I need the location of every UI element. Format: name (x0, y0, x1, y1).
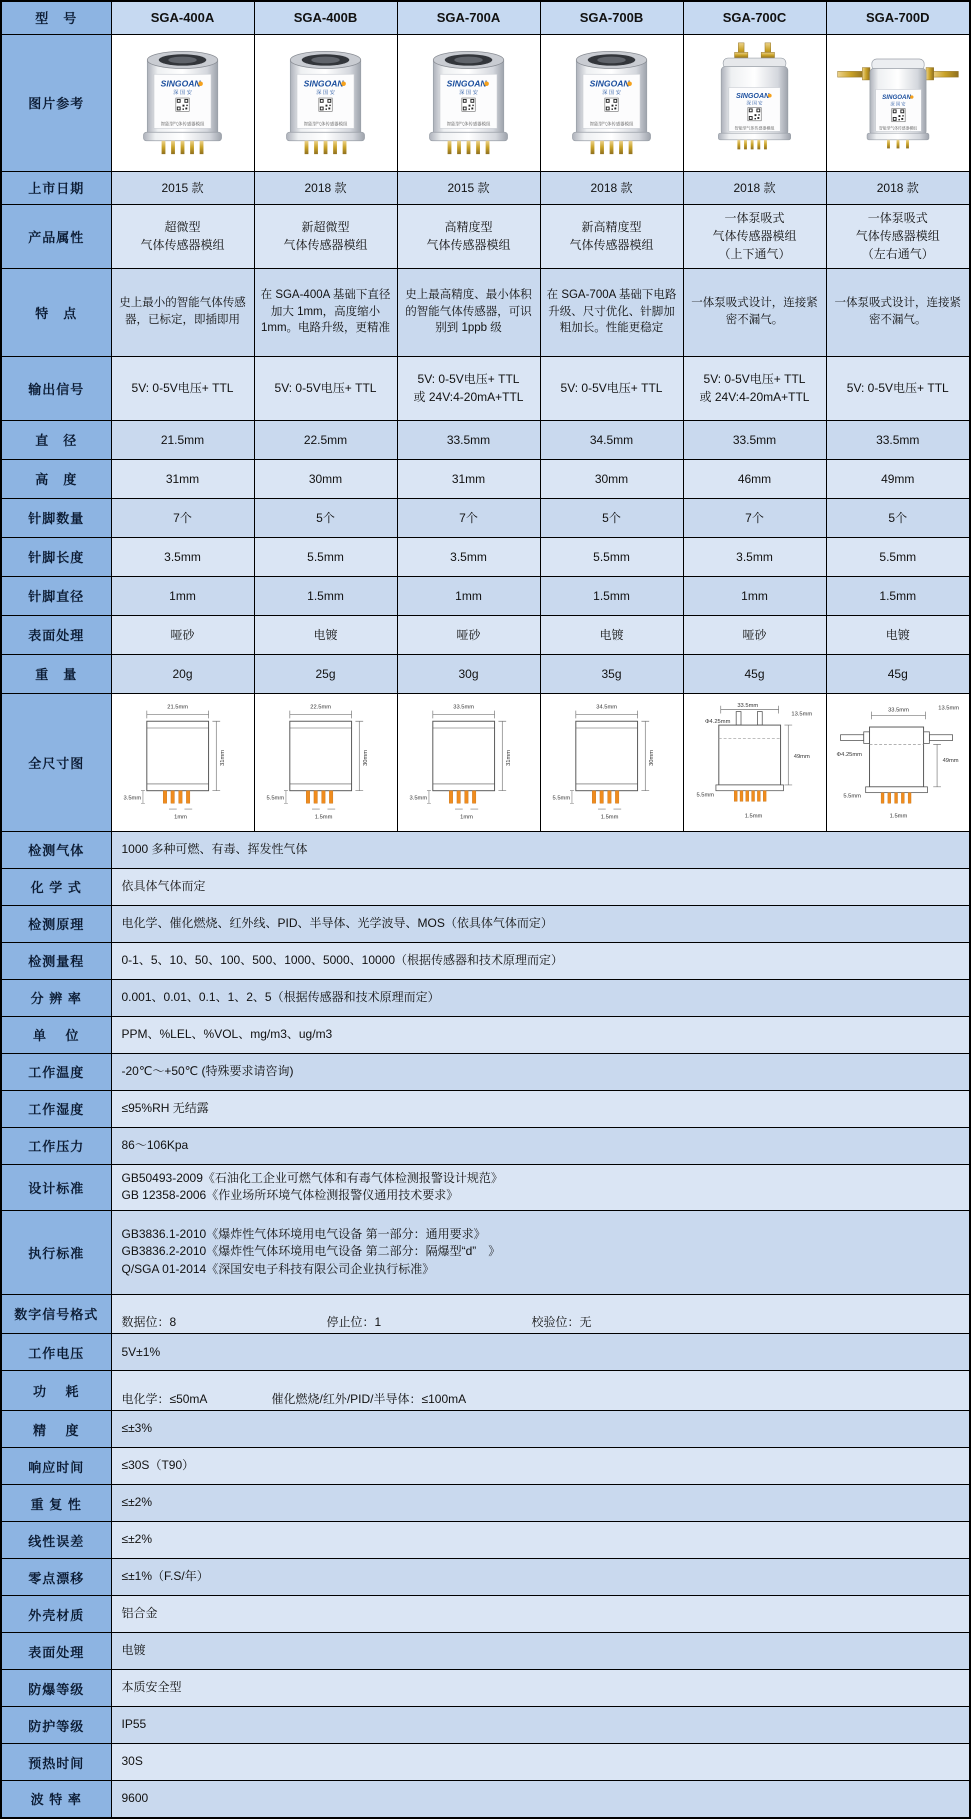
table-row (1, 905, 970, 942)
svg-text:30mm: 30mm (362, 750, 369, 767)
table-row (1, 1485, 970, 1522)
row-label: 检测量程 (1, 942, 111, 979)
spec-value: 86～106Kpa (111, 1127, 970, 1164)
row-label: 工作温度 (1, 1053, 111, 1090)
svg-text:1.5mm: 1.5mm (889, 813, 908, 820)
row-label: 表面处理 (1, 615, 111, 654)
svg-text:3.5mm: 3.5mm (123, 795, 141, 802)
spec-value: GB50493-2009《石油化工企业可燃气体和有毒气体检测报警设计规范》 GB 12358-2006《作业场所环境气体检测报警仪通用技术要求》 (111, 1164, 970, 1210)
power-other-principles: 催化燃烧/红外/PID/半导体：≤100mA (271, 1391, 467, 1406)
spec-cell: 在 SGA-400A 基础下直径加大 1mm，高度缩小 1mm。电路升级，更精准 (254, 268, 397, 356)
spec-cell: 一体泵吸式设计，连接紧密不漏气。 (683, 268, 826, 356)
spec-cell: 33.5mm (683, 420, 826, 459)
dimension-drawing (826, 693, 970, 831)
svg-text:13.5mm: 13.5mm (937, 705, 959, 712)
svg-text:1mm: 1mm (173, 814, 187, 821)
spec-value: ≤±3% (111, 1411, 970, 1448)
digital-format-parity: 校验位：无 (531, 1314, 592, 1329)
spec-cell: 哑砂 (683, 615, 826, 654)
spec-cell: 5V: 0-5V电压+ TTL (826, 356, 970, 420)
dimension-drawing (683, 693, 826, 831)
table-row (1, 1210, 970, 1294)
row-label: 检测气体 (1, 831, 111, 868)
svg-text:3.5mm: 3.5mm (409, 795, 427, 802)
spec-cell: 史上最高精度、最小体积的智能气体传感器，可识别到 1ppb 级 (397, 268, 540, 356)
row-label: 波 特 率 (1, 1781, 111, 1818)
spec-cell: 史上最小的智能气体传感器，已标定，即插即用 (111, 268, 254, 356)
spec-value: 电化学、催化燃烧、红外线、PID、半导体、光学波导、MOS（依具体气体而定） (111, 905, 970, 942)
spec-cell: 49mm (826, 459, 970, 498)
svg-text:49mm: 49mm (942, 757, 959, 764)
row-label: 线性误差 (1, 1522, 111, 1559)
table-row (1, 204, 970, 268)
digital-format-data-bits: 数据位：8 (121, 1314, 177, 1329)
svg-text:22.5mm: 22.5mm (309, 704, 331, 711)
row-label: 精 度 (1, 1411, 111, 1448)
row-label: 直 径 (1, 420, 111, 459)
dimension-drawing (111, 693, 254, 831)
digital-format-stop-bits: 停止位：1 (326, 1314, 382, 1329)
product-photo (683, 34, 826, 171)
table-row (1, 1596, 970, 1633)
row-label: 表面处理 (1, 1633, 111, 1670)
spec-value: 0.001、0.01、0.1、1、2、5（根据传感器和技术原理而定） (111, 979, 970, 1016)
spec-cell: 2018 款 (826, 171, 970, 204)
spec-cell: 新高精度型 气体传感器模组 (540, 204, 683, 268)
table-row (1, 615, 970, 654)
table-row (1, 1294, 970, 1334)
spec-value: 5V±1% (111, 1334, 970, 1371)
svg-text:5.5mm: 5.5mm (843, 793, 861, 800)
model-header: SGA-700B (540, 1, 683, 34)
dimension-drawing (540, 693, 683, 831)
model-header: SGA-400A (111, 1, 254, 34)
svg-text:21.5mm: 21.5mm (166, 704, 188, 711)
row-label: 工作湿度 (1, 1090, 111, 1127)
row-label: 全尺寸图 (1, 693, 111, 831)
spec-cell: 电镀 (254, 615, 397, 654)
spec-cell: 31mm (397, 459, 540, 498)
spec-value: 铝合金 (111, 1596, 970, 1633)
spec-value: ≤±2% (111, 1522, 970, 1559)
spec-cell: 30g (397, 654, 540, 693)
spec-value: 9600 (111, 1781, 970, 1818)
spec-value: ≤±2% (111, 1485, 970, 1522)
svg-text:33.5mm: 33.5mm (452, 704, 474, 711)
spec-cell: 7个 (397, 498, 540, 537)
spec-value: 电镀 (111, 1633, 970, 1670)
model-header: SGA-700C (683, 1, 826, 34)
svg-text:34.5mm: 34.5mm (595, 704, 617, 711)
spec-cell: 5个 (254, 498, 397, 537)
row-label: 针脚数量 (1, 498, 111, 537)
spec-cell: 45g (683, 654, 826, 693)
row-label: 特 点 (1, 268, 111, 356)
row-label: 执行标准 (1, 1210, 111, 1294)
svg-text:5.5mm: 5.5mm (695, 792, 714, 799)
row-label: 分 辨 率 (1, 979, 111, 1016)
spec-cell: 超微型 气体传感器模组 (111, 204, 254, 268)
table-row (1, 1164, 970, 1210)
svg-text:33.5mm: 33.5mm (736, 702, 758, 709)
spec-cell: 46mm (683, 459, 826, 498)
svg-text:1mm: 1mm (459, 814, 473, 821)
svg-text:Φ4.25mm: Φ4.25mm (704, 719, 730, 726)
spec-value: 1000 多种可燃、有毒、挥发性气体 (111, 831, 970, 868)
row-label: 图片参考 (1, 34, 111, 171)
table-row (1, 979, 970, 1016)
row-label: 功 耗 (1, 1371, 111, 1411)
spec-cell: 21.5mm (111, 420, 254, 459)
spec-cell: 33.5mm (826, 420, 970, 459)
product-photo (540, 34, 683, 171)
spec-cell: 7个 (111, 498, 254, 537)
svg-text:30mm: 30mm (648, 750, 655, 767)
table-row (1, 171, 970, 204)
row-label: 针脚直径 (1, 576, 111, 615)
svg-text:49mm: 49mm (793, 754, 810, 761)
row-label: 输出信号 (1, 356, 111, 420)
spec-value: ≤95%RH 无结露 (111, 1090, 970, 1127)
row-label: 防护等级 (1, 1707, 111, 1744)
spec-value: IP55 (111, 1707, 970, 1744)
dimension-drawing (397, 693, 540, 831)
table-row (1, 1522, 970, 1559)
spec-cell: 2018 款 (254, 171, 397, 204)
table-row (1, 1707, 970, 1744)
table-row (1, 1633, 970, 1670)
spec-cell: 5.5mm (826, 537, 970, 576)
product-photo (254, 34, 397, 171)
svg-text:Φ4.25mm: Φ4.25mm (836, 752, 862, 759)
svg-text:1.5mm: 1.5mm (314, 814, 332, 821)
row-label: 零点漂移 (1, 1559, 111, 1596)
spec-cell: 1.5mm (254, 576, 397, 615)
table-row (1, 654, 970, 693)
row-label: 上市日期 (1, 171, 111, 204)
spec-value (111, 1371, 970, 1411)
spec-cell: 电镀 (540, 615, 683, 654)
spec-cell: 5个 (826, 498, 970, 537)
row-label: 产品属性 (1, 204, 111, 268)
table-row (1, 1334, 970, 1371)
spec-value: 0-1、5、10、50、100、500、1000、5000、10000（根据传感器和技术原理而定） (111, 942, 970, 979)
spec-cell: 1.5mm (826, 576, 970, 615)
spec-cell: 高精度型 气体传感器模组 (397, 204, 540, 268)
spec-cell: 31mm (111, 459, 254, 498)
table-row (1, 693, 970, 831)
row-label: 响应时间 (1, 1448, 111, 1485)
spec-cell: 5V: 0-5V电压+ TTL (540, 356, 683, 420)
model-header: SGA-700A (397, 1, 540, 34)
spec-cell: 电镀 (826, 615, 970, 654)
spec-cell: 3.5mm (111, 537, 254, 576)
spec-cell: 一体泵吸式设计，连接紧密不漏气。 (826, 268, 970, 356)
spec-cell: 5.5mm (254, 537, 397, 576)
table-row (1, 1411, 970, 1448)
svg-text:13.5mm: 13.5mm (790, 711, 812, 718)
spec-cell: 5个 (540, 498, 683, 537)
model-header: SGA-400B (254, 1, 397, 34)
row-label: 预热时间 (1, 1744, 111, 1781)
spec-cell: 5V: 0-5V电压+ TTL 或 24V:4-20mA+TTL (397, 356, 540, 420)
spec-value: 30S (111, 1744, 970, 1781)
svg-text:5.5mm: 5.5mm (552, 795, 570, 802)
spec-value: ≤30S（T90） (111, 1448, 970, 1485)
table-row (1, 1127, 970, 1164)
spec-cell: 一体泵吸式 气体传感器模组 （上下通气） (683, 204, 826, 268)
spec-cell: 2015 款 (397, 171, 540, 204)
spec-cell: 30mm (540, 459, 683, 498)
spec-cell: 哑砂 (111, 615, 254, 654)
row-label: 化 学 式 (1, 868, 111, 905)
spec-cell: 33.5mm (397, 420, 540, 459)
spec-cell: 30mm (254, 459, 397, 498)
row-label: 检测原理 (1, 905, 111, 942)
row-label: 型 号 (1, 1, 111, 34)
spec-value: -20℃～+50℃ (特殊要求请咨询) (111, 1053, 970, 1090)
spec-value: 依具体气体而定 (111, 868, 970, 905)
table-row (1, 1559, 970, 1596)
spec-cell: 3.5mm (683, 537, 826, 576)
model-header: SGA-700D (826, 1, 970, 34)
power-electrochemical: 电化学：≤50mA (121, 1391, 208, 1406)
svg-text:31mm: 31mm (219, 750, 226, 767)
spec-cell: 1mm (111, 576, 254, 615)
table-row (1, 537, 970, 576)
table-row (1, 34, 970, 171)
table-row (1, 498, 970, 537)
spec-cell: 1mm (397, 576, 540, 615)
spec-value: 本质安全型 (111, 1670, 970, 1707)
svg-text:1.5mm: 1.5mm (744, 813, 762, 820)
table-row (1, 1448, 970, 1485)
spec-cell: 3.5mm (397, 537, 540, 576)
row-label: 单 位 (1, 1016, 111, 1053)
spec-cell: 2018 款 (683, 171, 826, 204)
spec-cell: 45g (826, 654, 970, 693)
row-label: 重 量 (1, 654, 111, 693)
table-row (1, 1371, 970, 1411)
spec-cell: 5V: 0-5V电压+ TTL (254, 356, 397, 420)
table-row (1, 1053, 970, 1090)
spec-cell: 7个 (683, 498, 826, 537)
spec-cell: 20g (111, 654, 254, 693)
svg-text:33.5mm: 33.5mm (887, 707, 909, 714)
spec-value: PPM、%LEL、%VOL、mg/m3、ug/m3 (111, 1016, 970, 1053)
spec-cell: 1.5mm (540, 576, 683, 615)
spec-cell: 34.5mm (540, 420, 683, 459)
svg-text:31mm: 31mm (505, 750, 512, 767)
svg-text:1.5mm: 1.5mm (600, 814, 618, 821)
table-row (1, 356, 970, 420)
table-row (1, 831, 970, 868)
spec-cell: 22.5mm (254, 420, 397, 459)
spec-value: ≤±1%（F.S/年） (111, 1559, 970, 1596)
row-label: 工作压力 (1, 1127, 111, 1164)
table-row (1, 268, 970, 356)
row-label: 防爆等级 (1, 1670, 111, 1707)
table-row (1, 459, 970, 498)
table-row (1, 942, 970, 979)
svg-text:5.5mm: 5.5mm (266, 795, 284, 802)
table-row (1, 1, 970, 34)
spec-cell: 5.5mm (540, 537, 683, 576)
spec-cell: 5V: 0-5V电压+ TTL (111, 356, 254, 420)
spec-value: GB3836.1-2010《爆炸性气体环境用电气设备 第一部分：通用要求》 GB3836.2-2010《爆炸性气体环境用电气设备 第二部分：隔爆型“d” 》 Q/SGA 01-2014《深国安电子科技有限公司企业执行标准》 (111, 1210, 970, 1294)
spec-cell: 哑砂 (397, 615, 540, 654)
spec-cell: 35g (540, 654, 683, 693)
table-row (1, 1016, 970, 1053)
spec-cell: 2015 款 (111, 171, 254, 204)
spec-cell: 在 SGA-700A 基础下电路升级、尺寸优化、针脚加粗加长。性能更稳定 (540, 268, 683, 356)
table-row (1, 868, 970, 905)
table-row (1, 1670, 970, 1707)
product-photo (111, 34, 254, 171)
product-photo (826, 34, 970, 171)
spec-cell: 一体泵吸式 气体传感器模组 （左右通气） (826, 204, 970, 268)
spec-cell: 1mm (683, 576, 826, 615)
table-row (1, 1781, 970, 1818)
spec-value (111, 1294, 970, 1334)
row-label: 高 度 (1, 459, 111, 498)
row-label: 数字信号格式 (1, 1294, 111, 1334)
row-label: 重 复 性 (1, 1485, 111, 1522)
product-photo (397, 34, 540, 171)
row-label: 工作电压 (1, 1334, 111, 1371)
dimension-drawing (254, 693, 397, 831)
spec-cell: 5V: 0-5V电压+ TTL 或 24V:4-20mA+TTL (683, 356, 826, 420)
row-label: 针脚长度 (1, 537, 111, 576)
table-row (1, 576, 970, 615)
spec-cell: 新超微型 气体传感器模组 (254, 204, 397, 268)
table-row (1, 420, 970, 459)
table-row (1, 1744, 970, 1781)
row-label: 设计标准 (1, 1164, 111, 1210)
row-label: 外壳材质 (1, 1596, 111, 1633)
table-row (1, 1090, 970, 1127)
spec-cell: 2018 款 (540, 171, 683, 204)
spec-cell: 25g (254, 654, 397, 693)
